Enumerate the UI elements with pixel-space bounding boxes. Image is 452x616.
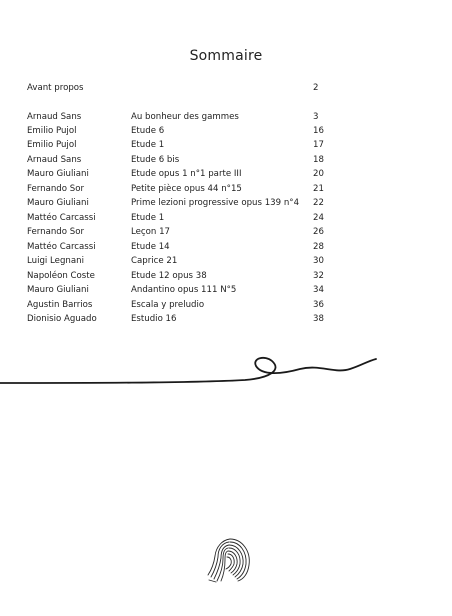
toc-row [0, 299, 452, 311]
toc-composer: Arnaud Sans [27, 155, 82, 165]
toc-composer: Arnaud Sans [27, 112, 82, 122]
toc-piece: Escala y preludio [131, 300, 205, 310]
toc-page: 16 [313, 126, 324, 136]
flourish-divider [0, 352, 452, 392]
toc-piece: Estudio 16 [131, 314, 177, 324]
toc-piece: Etude 6 [131, 126, 165, 136]
toc-page: 30 [313, 256, 324, 266]
toc-composer: Napoléon Coste [27, 271, 95, 281]
toc-piece: Petite pièce opus 44 n°15 [131, 184, 242, 194]
toc-row [0, 284, 452, 296]
toc-row [0, 255, 452, 267]
toc-composer: Emilio Pujol [27, 126, 77, 136]
toc-piece: Etude 6 bis [131, 155, 180, 165]
toc-composer: Fernando Sor [27, 184, 84, 194]
toc-page: 34 [313, 285, 324, 295]
toc-page: 21 [313, 184, 324, 194]
toc-composer: Mauro Giuliani [27, 169, 89, 179]
toc-row [0, 197, 452, 209]
toc-piece: Caprice 21 [131, 256, 178, 266]
toc-piece: Andantino opus 111 N°5 [131, 285, 237, 295]
fingerprint-icon [204, 533, 254, 583]
toc-composer: Mauro Giuliani [27, 285, 89, 295]
toc-composer: Agustin Barrios [27, 300, 93, 310]
toc-row [0, 168, 452, 180]
toc-row [0, 111, 452, 123]
toc-intro-page: 2 [313, 83, 319, 93]
toc-row [0, 139, 452, 151]
toc-composer: Dionisio Aguado [27, 314, 97, 324]
toc-page: 3 [313, 112, 319, 122]
toc-composer: Mattéo Carcassi [27, 213, 96, 223]
toc-row [0, 183, 452, 195]
toc-row [0, 313, 452, 325]
toc-row [0, 226, 452, 238]
toc-row [0, 270, 452, 282]
toc-piece: Etude 1 [131, 213, 165, 223]
toc-piece: Etude opus 1 n°1 parte III [131, 169, 242, 179]
toc-page: 22 [313, 198, 324, 208]
toc-row [0, 212, 452, 224]
toc-page: 17 [313, 140, 324, 150]
toc-composer: Emilio Pujol [27, 140, 77, 150]
toc-page: 28 [313, 242, 324, 252]
toc-piece: Au bonheur des gammes [131, 112, 239, 122]
toc-composer: Fernando Sor [27, 227, 84, 237]
toc-page: 38 [313, 314, 324, 324]
toc-piece: Etude 12 opus 38 [131, 271, 207, 281]
toc-piece: Prime lezioni progressive opus 139 n°4 [131, 198, 300, 208]
toc-composer: Luigi Legnani [27, 256, 84, 266]
page-title: Sommaire [189, 48, 263, 64]
toc-row [0, 154, 452, 166]
toc-page: 20 [313, 169, 324, 179]
toc-page: 24 [313, 213, 324, 223]
toc-composer: Mauro Giuliani [27, 198, 89, 208]
toc-row [0, 241, 452, 253]
toc-intro-label: Avant propos [27, 83, 84, 93]
toc-row [0, 125, 452, 137]
toc-intro-row [0, 82, 452, 94]
toc-page: 32 [313, 271, 324, 281]
toc-piece: Etude 1 [131, 140, 165, 150]
toc-piece: Leçon 17 [131, 227, 171, 237]
toc-composer: Mattéo Carcassi [27, 242, 96, 252]
toc-piece: Etude 14 [131, 242, 170, 252]
toc-page: 26 [313, 227, 324, 237]
toc-page: 36 [313, 300, 324, 310]
toc-page: 18 [313, 155, 324, 165]
